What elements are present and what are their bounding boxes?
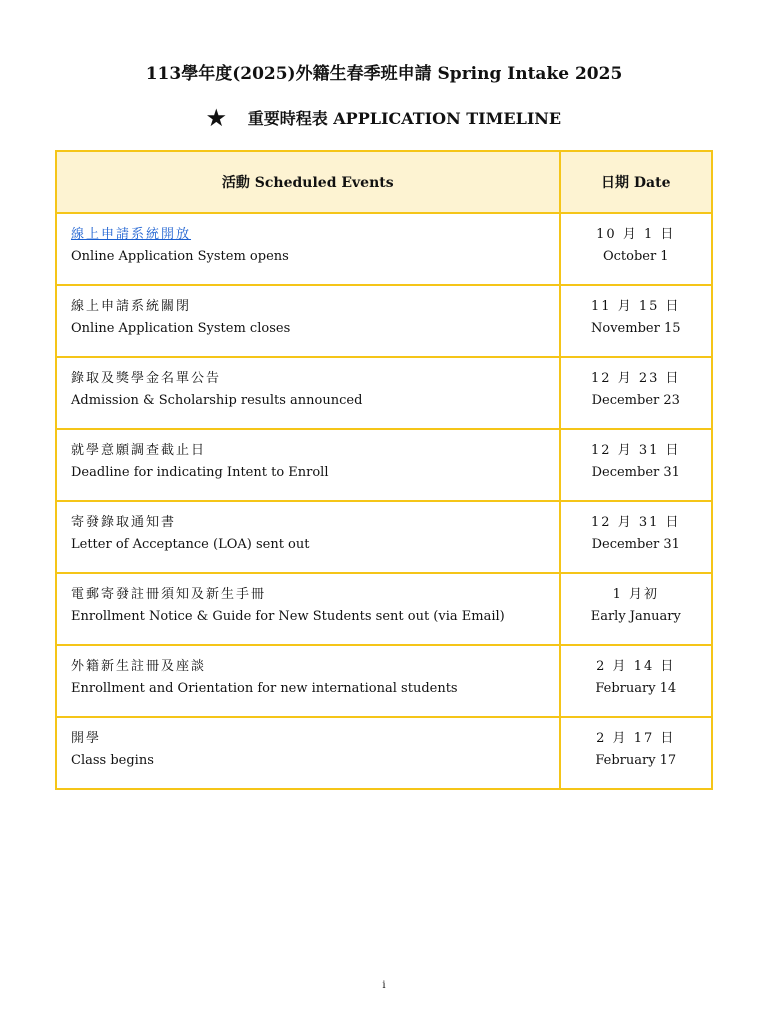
date-cell (560, 213, 712, 285)
date-en: December 31 (591, 537, 680, 552)
event-cell (56, 501, 560, 573)
table-row (56, 573, 712, 645)
event-zh: 電郵寄發註冊須知及新生手冊 (71, 587, 267, 602)
date-zh: 12 月 31 日 (591, 443, 681, 458)
event-zh-link[interactable]: 線上申請系統開放 (71, 227, 192, 242)
event-en: Admission & Scholarship results announced (71, 393, 363, 408)
date-cell (560, 645, 712, 717)
date-en: December 23 (591, 393, 680, 408)
table-row (56, 285, 712, 357)
timeline-table (55, 150, 713, 790)
date-cell (560, 357, 712, 429)
event-cell (56, 285, 560, 357)
event-en: Online Application System opens (71, 249, 289, 264)
event-en: Enrollment and Orientation for new international students (71, 681, 458, 696)
table-row (56, 429, 712, 501)
header-date: 日期 Date (560, 151, 712, 213)
event-en: Online Application System closes (71, 321, 291, 336)
date-zh: 11 月 15 日 (591, 299, 681, 314)
event-en: Deadline for indicating Intent to Enroll (71, 465, 329, 480)
event-zh: 線上申請系統關閉 (71, 299, 192, 314)
date-zh: 1 月初 (612, 587, 659, 602)
date-zh: 2 月 14 日 (596, 659, 676, 674)
event-zh: 就學意願調查截止日 (71, 443, 207, 458)
date-zh: 12 月 23 日 (591, 371, 681, 386)
date-cell (560, 717, 712, 789)
header-events: 活動 Scheduled Events (56, 151, 560, 213)
table-row (56, 213, 712, 285)
event-cell (56, 429, 560, 501)
date-en: February 17 (595, 753, 677, 768)
date-en: Early January (590, 609, 681, 624)
page-title: 113學年度(2025)外籍生春季班申請 Spring Intake 2025 (145, 64, 623, 84)
table-row (56, 645, 712, 717)
event-zh: 外籍新生註冊及座談 (71, 659, 207, 674)
event-cell (56, 357, 560, 429)
table-row (56, 357, 712, 429)
event-cell (56, 213, 560, 285)
event-zh: 錄取及獎學金名單公告 (71, 371, 222, 386)
table-header-row (56, 151, 712, 213)
event-cell (56, 573, 560, 645)
event-zh: 寄發錄取通知書 (71, 515, 177, 530)
table-row (56, 501, 712, 573)
date-en: October 1 (602, 249, 669, 264)
page-number: i (382, 980, 386, 991)
timeline-heading-text: 重要時程表 APPLICATION TIMELINE (247, 109, 562, 128)
event-zh: 開學 (71, 731, 102, 746)
event-cell (56, 717, 560, 789)
date-en: February 14 (595, 681, 677, 696)
date-cell (560, 429, 712, 501)
event-en: Enrollment Notice & Guide for New Students sent out (via Email) (71, 609, 505, 624)
date-zh: 2 月 17 日 (596, 731, 676, 746)
timeline-heading (0, 106, 768, 131)
date-cell (560, 501, 712, 573)
date-cell (560, 573, 712, 645)
table-row (56, 717, 712, 789)
star-icon: ★ (206, 105, 226, 130)
event-en: Letter of Acceptance (LOA) sent out (71, 537, 310, 552)
event-en: Class begins (71, 753, 154, 768)
date-en: December 31 (591, 465, 680, 480)
event-cell (56, 645, 560, 717)
date-en: November 15 (591, 321, 681, 336)
date-cell (560, 285, 712, 357)
date-zh: 10 月 1 日 (596, 227, 676, 242)
date-zh: 12 月 31 日 (591, 515, 681, 530)
